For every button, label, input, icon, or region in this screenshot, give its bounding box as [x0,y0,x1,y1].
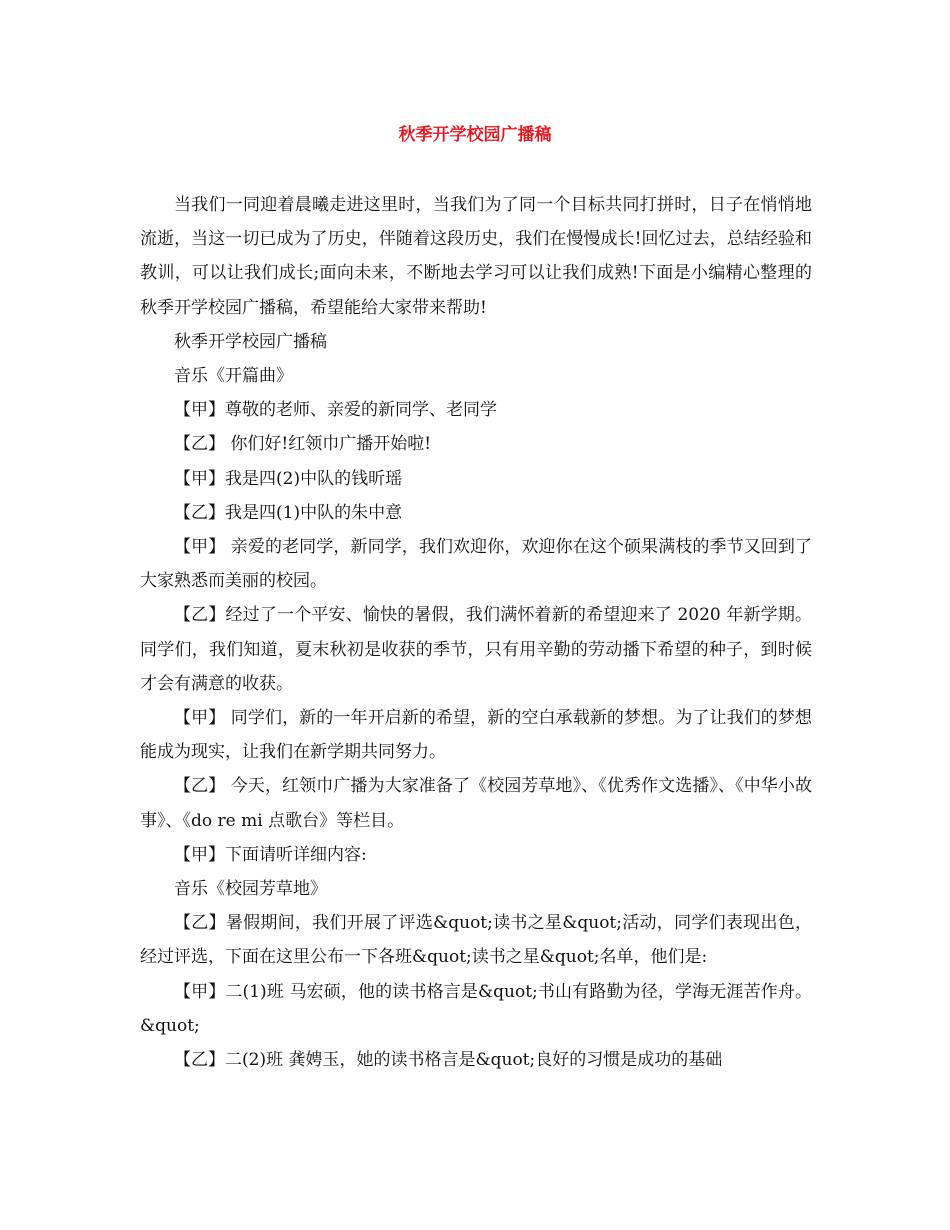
document-title: 秋季开学校园广播稿 [398,125,552,145]
dialogue-line: 【甲】下面请听详细内容: [174,844,367,865]
music-cue: 音乐《校园芳草地》 [174,879,327,900]
intro-paragraph: 当我们一同迎着晨曦走进这里时，当我们为了同一个目标共同打拼时，日子在悄悄地流逝，当这一切已成为了历史，伴随着这段历史，我们在慢慢成长!回忆过去，总结经验和教训，可以让我们成长;面向未来，不断地去学习可以让我们成熟!下面是小编精心整理的秋季开学校园广播稿，希望能给大家带来帮助! [140,195,812,318]
dialogue-line: 【甲】 亲爱的老同学，新同学，我们欢迎你，欢迎你在这个硕果满枝的季节又回到了大家熟悉而美丽的校园。 [140,537,812,592]
dialogue-line: 【甲】尊敬的老师、亲爱的新同学、老同学 [174,400,497,421]
dialogue-line: 【乙】 你们好!红领巾广播开始啦! [174,434,432,455]
dialogue-line: 【甲】我是四(2)中队的钱昕瑶 [174,468,403,489]
dialogue-line: 【乙】暑假期间，我们开展了评选&quot;读书之星&quot;活动，同学们表现出色，经过评选，下面在这里公布一下各班&quot;读书之星&quot;名单，他们是: [140,913,812,968]
document-body [140,188,812,1077]
dialogue-line: 【乙】 今天，红领巾广播为大家准备了《校园芳草地》、《优秀作文选播》、《中华小故事》、《do re mi 点歌台》等栏目。 [140,776,812,831]
music-cue: 音乐《开篇曲》 [174,366,293,387]
dialogue-line: 【甲】 同学们，新的一年开启新的希望，新的空白承载新的梦想。为了让我们的梦想能成为现实，让我们在新学期共同努力。 [140,708,812,763]
dialogue-line: 【乙】我是四(1)中队的朱中意 [174,502,403,523]
section-heading: 秋季开学校园广播稿 [174,331,327,352]
dialogue-line: 【乙】二(2)班 龚娉玉，她的读书格言是&quot;良好的习惯是成功的基础 [174,1050,723,1071]
dialogue-line: 【甲】二(1)班 马宏硕，他的读书格言是&quot;书山有路勤为径，学海无涯苦作舟。&quot; [140,981,812,1036]
dialogue-line: 【乙】经过了一个平安、愉快的暑假，我们满怀着新的希望迎来了 2020 年新学期。同学们，我们知道，夏末秋初是收获的季节，只有用辛勤的劳动播下希望的种子，到时候才会有满意的收获。 [140,605,812,694]
